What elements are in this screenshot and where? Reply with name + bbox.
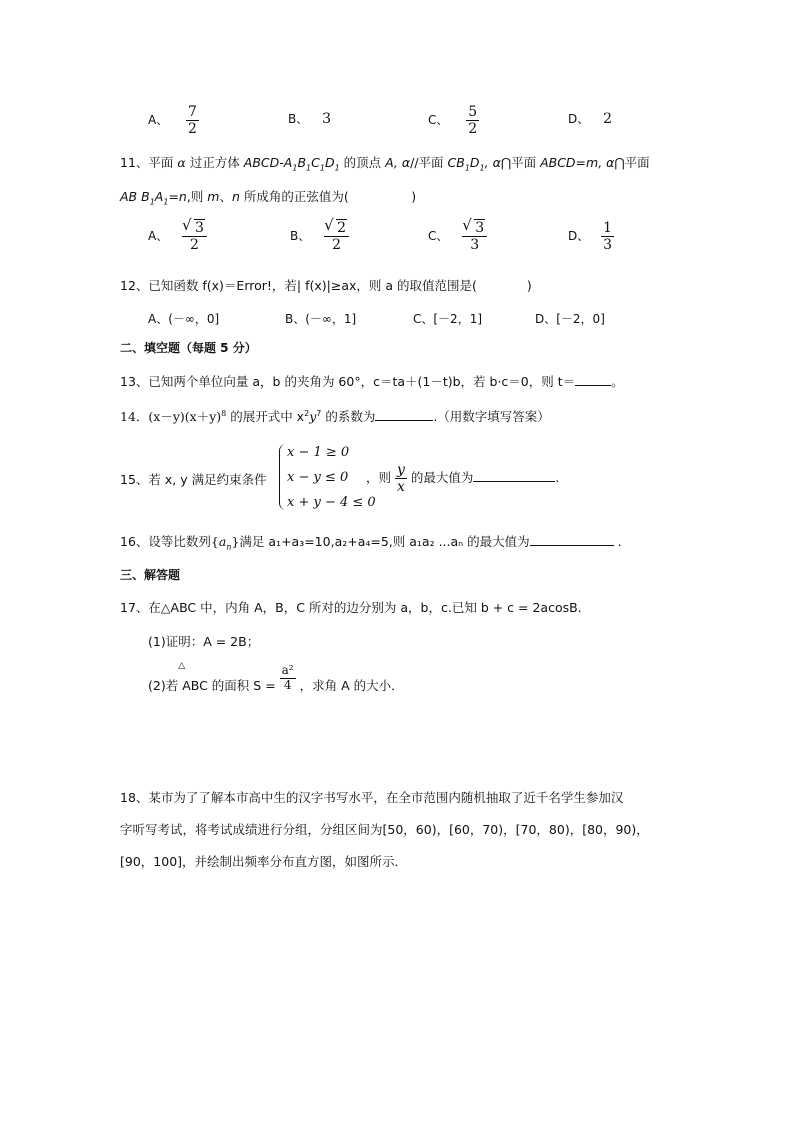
- q11-option-d: [568, 220, 614, 253]
- option-label: C、: [428, 229, 449, 244]
- fraction: [466, 104, 479, 137]
- triangle-icon: △: [178, 660, 186, 671]
- section-heading-solutions: 三、解答题: [120, 568, 181, 582]
- option-value: 2: [603, 111, 612, 127]
- q12-option-c: C、[－2，1]: [413, 312, 483, 326]
- denominator: 2: [190, 237, 199, 254]
- denominator: 2: [468, 121, 478, 138]
- numerator: y: [397, 462, 405, 478]
- fraction: [324, 220, 349, 253]
- answer-blank[interactable]: [530, 545, 614, 546]
- radicand: 3: [195, 220, 204, 236]
- fraction: [395, 462, 407, 495]
- q13-stem: [120, 372, 624, 390]
- sequence-notation: $\{a_n\}$: [210, 534, 240, 552]
- q15-text: 的最大值为: [410, 470, 474, 486]
- q14-var-y: y: [309, 409, 317, 424]
- q12-option-b: B、(－∞，1]: [285, 312, 357, 326]
- question-number: 11: [120, 155, 136, 170]
- q16-end: .: [617, 534, 622, 549]
- q14-text-2: 的系数为: [321, 409, 376, 424]
- q14-expression: 14．(x－y)(x＋y): [120, 409, 222, 424]
- q15-then: ，则: [366, 470, 392, 486]
- answer-blank[interactable]: [473, 481, 555, 482]
- q11-stem-line1: 11、平面 α 过正方体 ABCD-$A_1B_1C_1D_1$ 的顶点 A, α//平面 $CB_1D_1$, α⋂平面 ABCD=m, α⋂平面: [120, 155, 650, 173]
- option-label: A、: [148, 113, 169, 128]
- constraint-3: x + y − 4 ≤ 0: [287, 495, 376, 510]
- q16-text: 16、设等比数列: [120, 534, 211, 549]
- option-label: B、: [288, 112, 309, 126]
- sequence-subscript: n: [226, 542, 232, 552]
- q12-option-a: A、(－∞，0]: [148, 312, 220, 326]
- q11-option-a: [148, 220, 207, 253]
- constraint-2: x − y ≤ 0: [287, 470, 349, 485]
- q11-stem-line2: AB $B_1A_1=n$,则 m、n 所成角的正弦值为( ): [120, 189, 417, 207]
- denominator: 3: [603, 237, 612, 254]
- numerator: 1: [603, 220, 612, 236]
- q16-text-2: 满足 a₁+a₃=10,a₂+a₄=5,则 a₁a₂ ...aₙ 的最大值为: [239, 534, 530, 549]
- triangle-abc: [178, 660, 276, 694]
- q15-end: .: [555, 470, 560, 486]
- radicand: 3: [475, 220, 485, 236]
- sequence-term: a: [218, 534, 227, 549]
- numerator: a²: [281, 663, 294, 677]
- option-value: 3: [322, 111, 331, 127]
- fraction: [601, 220, 614, 253]
- q14-text: 的展开式中 x: [226, 409, 305, 424]
- q14-tail: .（用数字填写答案）: [433, 409, 550, 424]
- radicand: 2: [337, 220, 346, 236]
- q14-exponent-y: 7: [316, 408, 322, 418]
- q14-exponent-x: 2: [304, 408, 310, 418]
- option-label: D、: [568, 229, 590, 244]
- q17-ask: ，求角 A 的大小．: [299, 677, 404, 693]
- answer-blank[interactable]: [375, 420, 433, 421]
- denominator: x: [397, 479, 405, 496]
- answer-blank[interactable]: [575, 385, 611, 386]
- q13-text: 13、已知两个单位向量 a，b 的夹角为 60°，c＝ta＋(1－t)b，若 b·c＝0，则 t＝: [120, 374, 576, 389]
- denominator: 2: [188, 121, 197, 138]
- option-label: D、: [568, 112, 590, 126]
- q18-line-1: 18、某市为了了解本市高中生的汉字书写水平，在全市范围内随机抽取了近千名学生参加汉: [120, 790, 624, 805]
- q10-option-b: [288, 110, 331, 127]
- q14-stem: [120, 407, 550, 425]
- q11-option-c: [428, 220, 487, 253]
- q15-suffix: [366, 462, 559, 495]
- q13-end: 。: [611, 374, 624, 389]
- denominator: 3: [470, 237, 480, 254]
- q11-option-b: [290, 220, 349, 253]
- constraint-1: x − 1 ≥ 0: [287, 445, 350, 460]
- q16-stem: [120, 532, 622, 552]
- q17-area-text: ABC 的面积 S =: [182, 677, 276, 693]
- q17-stem: 17、在△ABC 中，内角 A，B，C 所对的边分别为 a，b，c.已知 b + c = 2acosB.: [120, 600, 582, 615]
- constraint-brace: [279, 444, 286, 510]
- q18-line-2: 字听写考试，将考试成绩进行分组，分组区间为[50，60)，[60，70)，[70，80)，[80，90)，: [120, 822, 649, 837]
- section-heading-fill-in: 二、填空题（每题 5 分）: [120, 341, 257, 355]
- numerator: 7: [188, 104, 197, 120]
- q12-stem: 12、已知函数 f(x)＝Error!，若| f(x)|≥ax，则 a 的取值范围是( ): [120, 278, 532, 293]
- q17-part-2: [148, 660, 404, 693]
- numerator: 5: [468, 104, 478, 120]
- q17-part-1: (1)证明：A = 2B；: [148, 634, 260, 649]
- option-label: C、: [428, 113, 449, 128]
- option-label: B、: [290, 229, 311, 244]
- q10-option-d: [568, 110, 612, 127]
- fraction: [186, 104, 199, 137]
- option-label: A、: [148, 229, 169, 244]
- q10-option-a: [148, 104, 199, 137]
- q15-prefix: 15、若 x, y 满足约束条件: [120, 472, 267, 487]
- denominator: 2: [332, 237, 341, 254]
- q10-option-c: [428, 104, 479, 137]
- fraction: [280, 664, 296, 693]
- fraction: [182, 220, 207, 253]
- q12-option-d: D、[－2，0]: [535, 312, 605, 326]
- q17-if: (2)若: [148, 677, 179, 693]
- fraction: [462, 220, 487, 253]
- denominator: 4: [283, 677, 292, 692]
- q18-line-3: [90，100]，并绘制出频率分布直方图，如图所示．: [120, 854, 408, 869]
- q14-exponent: 8: [221, 408, 227, 418]
